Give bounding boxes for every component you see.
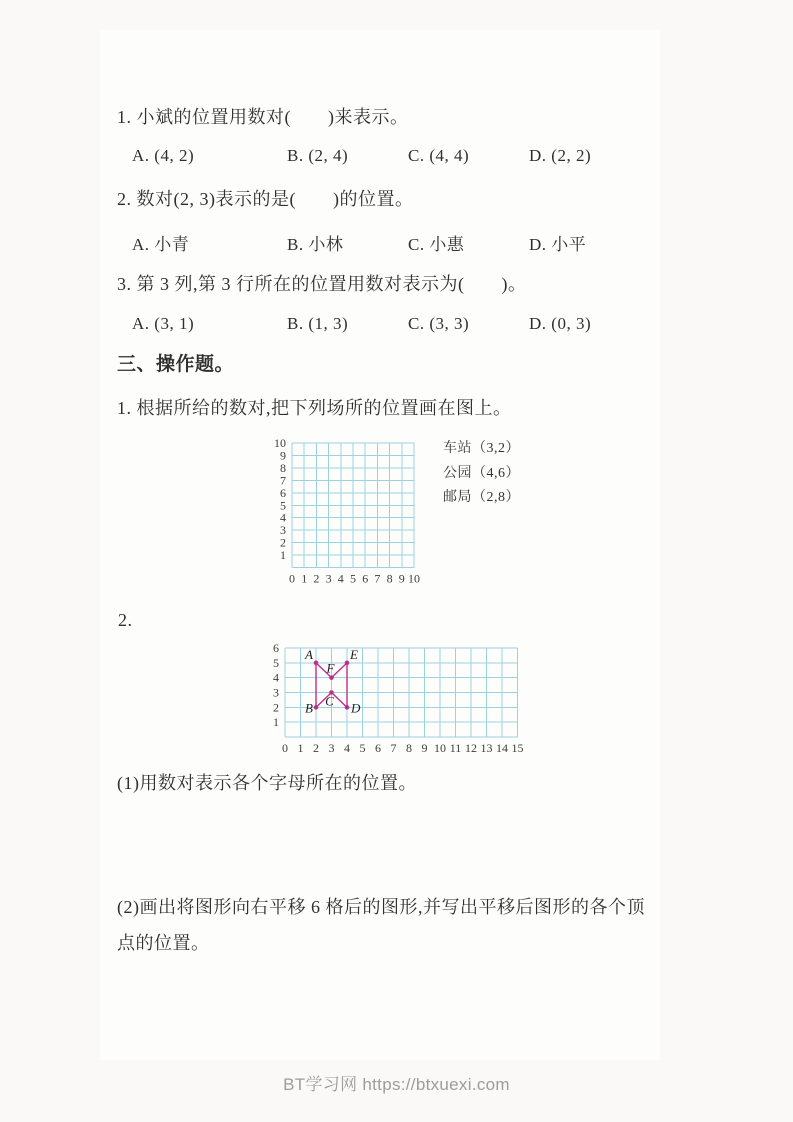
legend-line-park: 公园（4,6）: [443, 465, 520, 481]
svg-text:6: 6: [273, 641, 279, 655]
svg-text:9: 9: [280, 448, 286, 463]
svg-text:1: 1: [280, 548, 286, 563]
svg-text:F: F: [326, 660, 335, 676]
option-2c: C. 小惠: [408, 235, 465, 254]
legend-line-station: 车站（3,2）: [443, 441, 520, 456]
svg-text:4: 4: [344, 740, 350, 755]
svg-text:6: 6: [362, 571, 369, 586]
svg-text:11: 11: [449, 740, 462, 755]
figure-1-grid: [258, 430, 433, 588]
operation-2-sub2-line2: 点的位置。: [117, 933, 210, 953]
svg-text:3: 3: [273, 685, 279, 700]
option-3a: A. (3, 1): [132, 314, 195, 333]
svg-text:B: B: [305, 700, 313, 716]
svg-text:1: 1: [297, 740, 304, 755]
figure-2-grid: [253, 638, 535, 758]
question-2-text: 2. 数对(2, 3)表示的是( )的位置。: [117, 189, 414, 209]
operation-1-text: 1. 根据所给的数对,把下列场所的位置画在图上。: [117, 398, 512, 418]
legend-line-postoffice: 邮局（2,8）: [443, 490, 520, 505]
option-1b: B. (2, 4): [287, 146, 349, 165]
operation-2-sub2-line1: (2)画出将图形向右平移 6 格后的图形,并写出平移后图形的各个顶: [117, 897, 645, 917]
svg-text:10: 10: [274, 436, 286, 450]
svg-text:D: D: [351, 700, 361, 716]
svg-text:8: 8: [386, 571, 393, 586]
svg-text:7: 7: [390, 740, 397, 755]
svg-text:1: 1: [273, 715, 279, 730]
svg-text:0: 0: [289, 571, 295, 586]
operation-2-sub1: (1)用数对表示各个字母所在的位置。: [117, 773, 417, 793]
svg-text:14: 14: [496, 740, 508, 755]
svg-text:6: 6: [375, 740, 381, 755]
option-1c: C. (4, 4): [408, 146, 470, 165]
svg-text:2: 2: [280, 535, 286, 550]
svg-text:A: A: [305, 646, 313, 662]
svg-text:0: 0: [282, 740, 288, 755]
svg-text:5: 5: [350, 571, 356, 586]
section-title: 三、操作题。: [117, 354, 235, 375]
svg-text:5: 5: [280, 498, 286, 513]
svg-text:1: 1: [301, 571, 308, 586]
svg-text:7: 7: [280, 473, 286, 488]
svg-text:7: 7: [374, 571, 381, 586]
option-3c: C. (3, 3): [408, 314, 470, 333]
question-3-options: [0, 314, 793, 340]
svg-text:15: 15: [511, 740, 524, 755]
option-3d: D. (0, 3): [529, 314, 592, 333]
svg-text:5: 5: [273, 655, 279, 670]
svg-text:5: 5: [359, 740, 366, 755]
svg-text:10: 10: [434, 740, 446, 755]
svg-text:8: 8: [406, 740, 412, 755]
svg-text:2: 2: [313, 740, 319, 755]
option-3b: B. (1, 3): [287, 314, 349, 333]
svg-text:9: 9: [398, 571, 405, 586]
option-2b: B. 小林: [287, 235, 344, 254]
operation-2-label: 2.: [118, 610, 133, 630]
svg-text:4: 4: [337, 571, 344, 586]
site-watermark: BT学习网 https://btxuexi.com: [283, 1075, 510, 1094]
svg-text:3: 3: [328, 740, 335, 755]
svg-text:13: 13: [480, 740, 493, 755]
option-1a: A. (4, 2): [132, 146, 195, 165]
figure-1-legend: [443, 437, 520, 511]
svg-text:6: 6: [280, 485, 286, 500]
svg-text:10: 10: [408, 571, 420, 586]
svg-text:9: 9: [421, 740, 428, 755]
svg-text:12: 12: [465, 740, 477, 755]
svg-text:4: 4: [273, 670, 279, 685]
question-2-options: [0, 230, 793, 256]
question-3-text: 3. 第 3 列,第 3 行所在的位置用数对表示为( )。: [117, 274, 527, 294]
svg-text:2: 2: [273, 700, 279, 715]
svg-text:C: C: [325, 693, 334, 709]
option-1d: D. (2, 2): [529, 146, 592, 165]
svg-text:3: 3: [325, 571, 332, 586]
question-1-text: 1. 小斌的位置用数对( )来表示。: [117, 107, 409, 127]
svg-text:2: 2: [313, 571, 320, 586]
option-2a: A. 小青: [132, 235, 190, 254]
svg-text:4: 4: [280, 510, 286, 525]
option-2d: D. 小平: [529, 235, 587, 254]
question-1-options: [0, 146, 793, 172]
svg-text:E: E: [350, 646, 358, 662]
svg-text:3: 3: [280, 523, 286, 538]
svg-text:8: 8: [280, 460, 286, 475]
